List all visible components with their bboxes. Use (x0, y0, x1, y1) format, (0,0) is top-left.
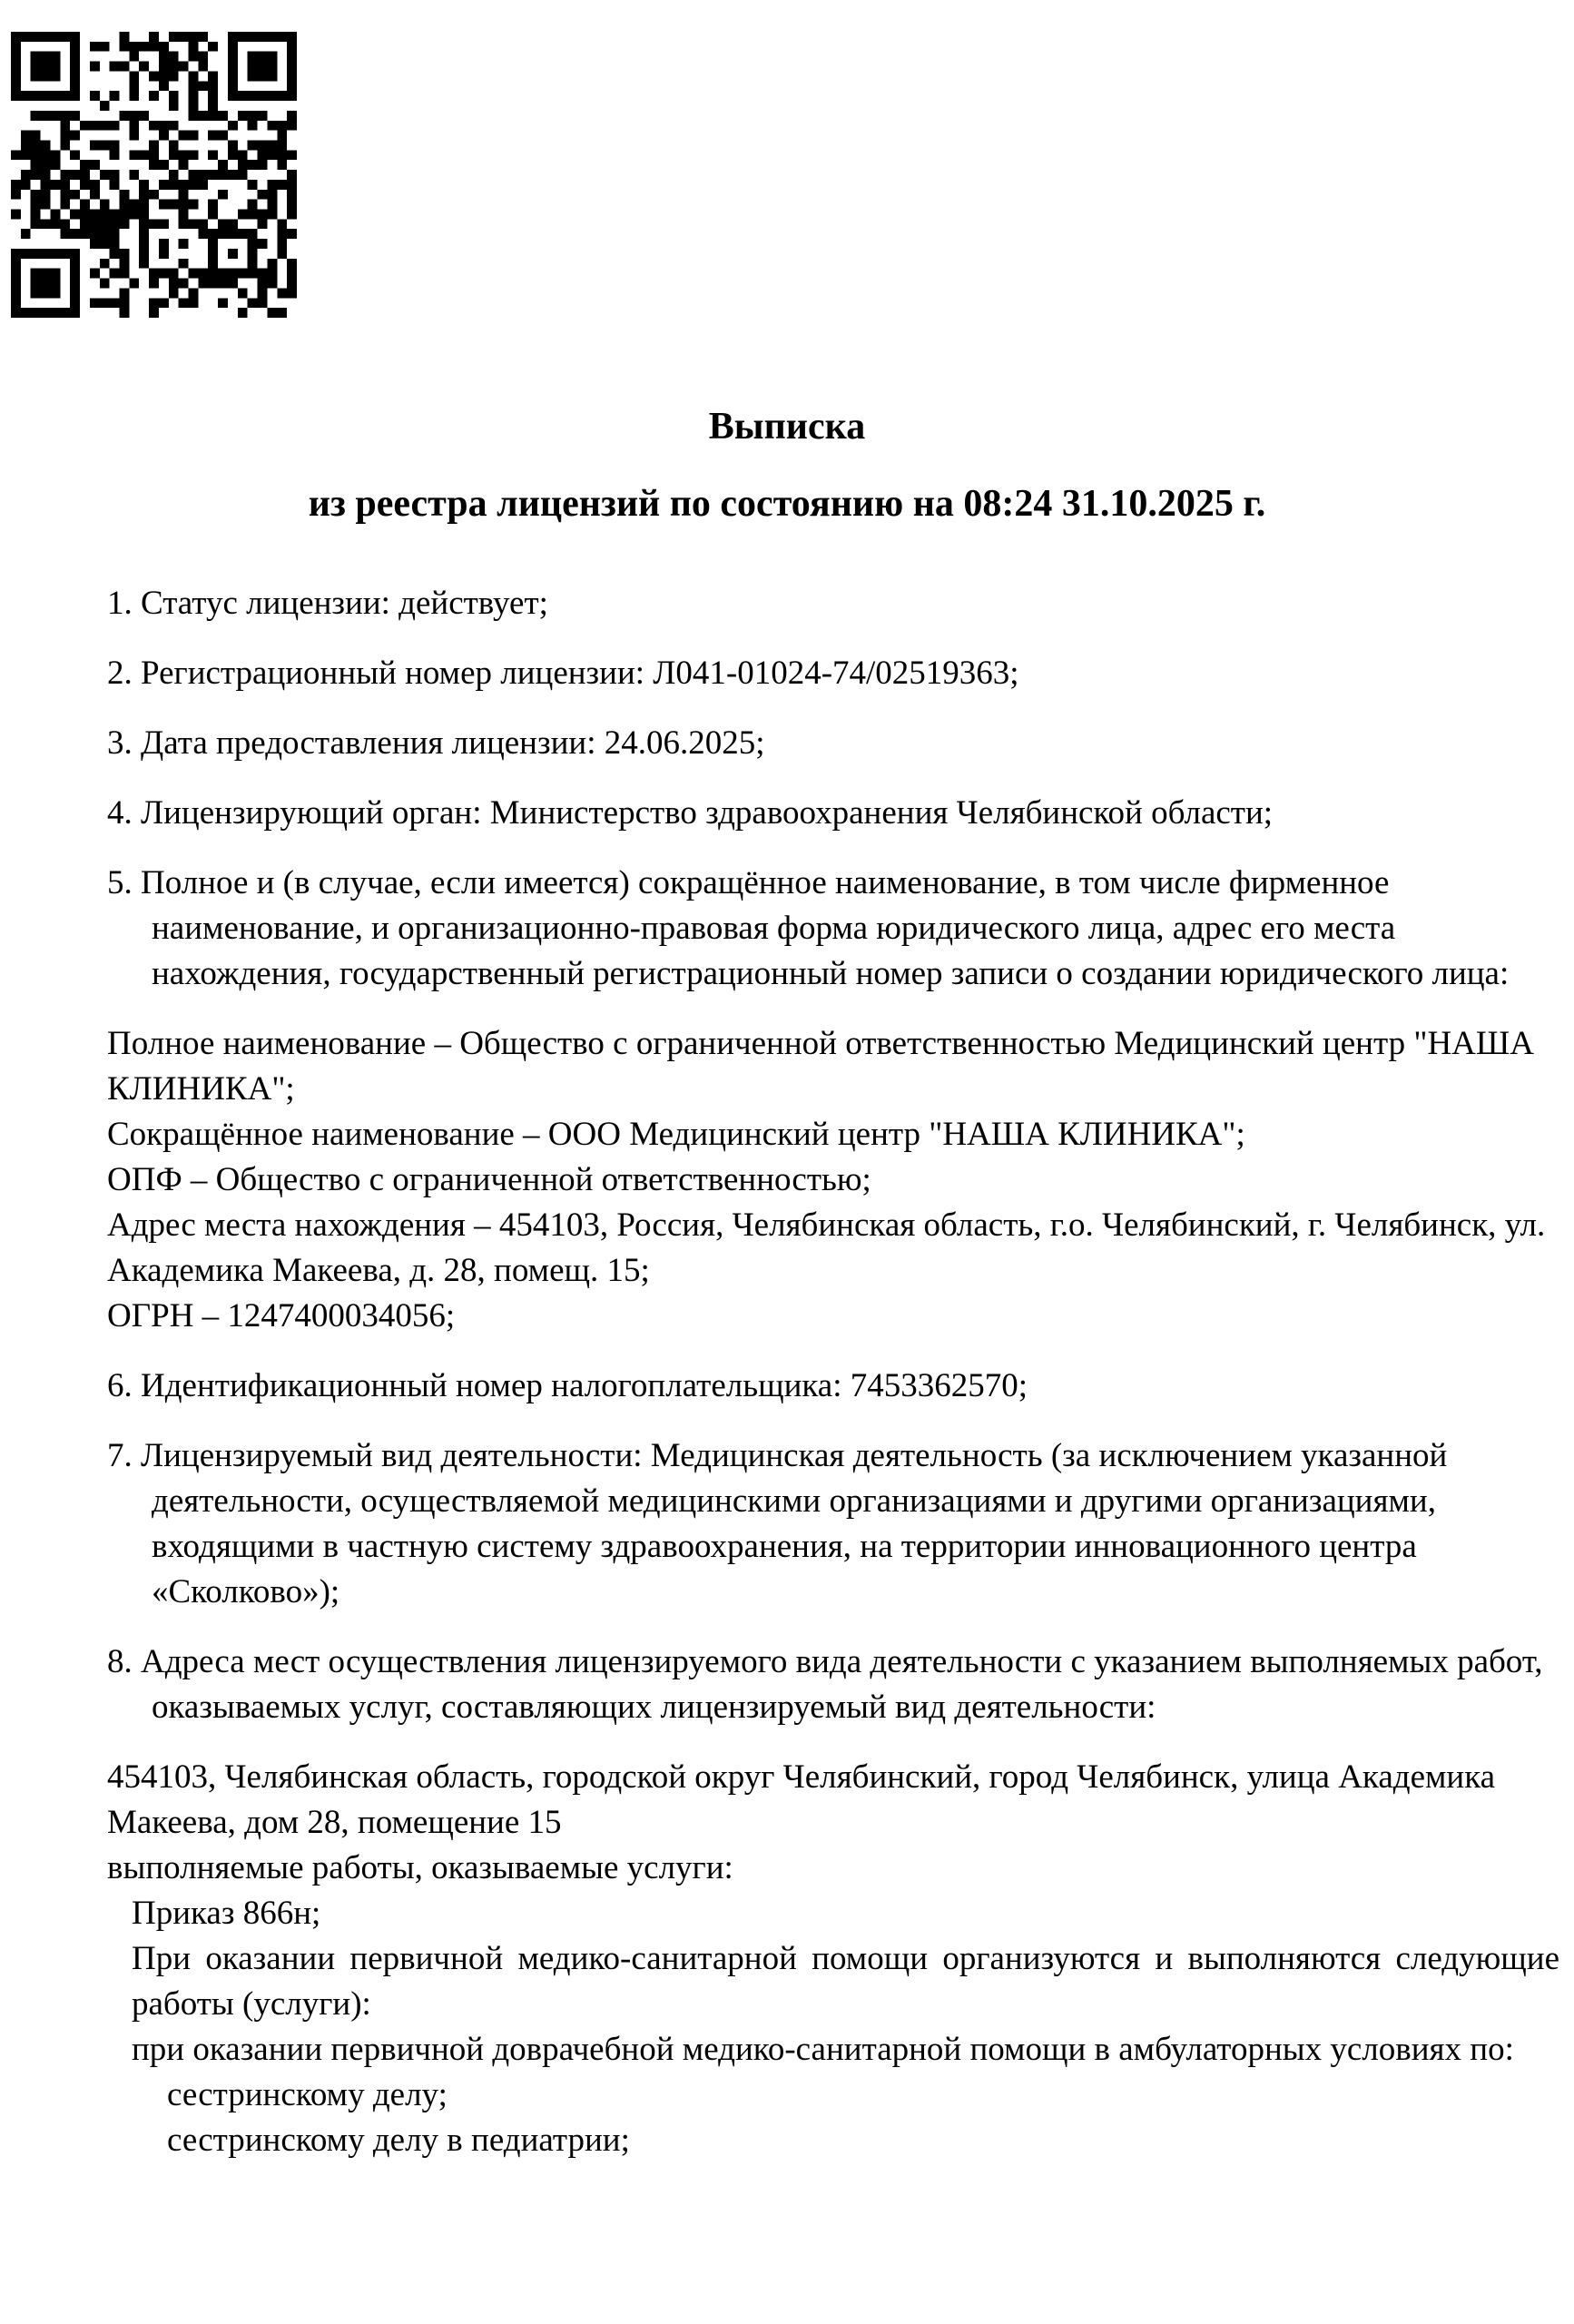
place-service-nursing: сестринскому делу; (167, 2076, 448, 2113)
place-prehospital-care: при оказании первичной доврачебной медико-санитарной помощи в амбулаторных условиях по: (132, 2031, 1514, 2068)
document-subtitle: из реестра лицензий по состоянию на 08:24 31.10.2025 г. (308, 483, 1266, 525)
org-legal-form: ОПФ – Общество с ограниченной ответственностью; (107, 1161, 871, 1198)
place-service-nursing-pediatrics: сестринскому делу в педиатрии; (167, 2122, 630, 2159)
activity-place (107, 1755, 1559, 2163)
qr-code-image (11, 32, 297, 318)
place-order: Приказ 866н; (132, 1895, 321, 1932)
item-activity-addresses: 8. Адреса мест осуществления лицензируемого вида деятельности с указанием выполняемых работ, оказываемых услуг, составляющих лицензируемый вид деятельности: (107, 1643, 1543, 1726)
place-primary-care: При оказании первичной медико-санитарной помощи организуются и выполняются следующие работы (услуги): (132, 1940, 1559, 2023)
item-issue-date: 3. Дата предоставления лицензии: 24.06.2025; (107, 724, 765, 762)
org-full-name: Полное наименование – Общество с ограниченной ответственностью Медицинский центр "НАША КЛИНИКА"; (107, 1025, 1534, 1108)
item-organization-heading: 5. Полное и (в случае, если имеется) сокращённое наименование, в том числе фирменное наименование, и организационно-правовая форма юридического лица, адрес его места нахождения, государственный регистрационный номер записи о создании юридического лица: (107, 864, 1510, 992)
place-works-label: выполняемые работы, оказываемые услуги: (107, 1849, 733, 1886)
org-short-name: Сокращённое наименование – ООО Медицинский центр "НАША КЛИНИКА"; (107, 1116, 1245, 1153)
item-license-status: 1. Статус лицензии: действует; (107, 585, 548, 622)
org-ogrn: ОГРН – 1247400034056; (107, 1297, 456, 1334)
document-body (107, 581, 1559, 2188)
document-title: Выписка (708, 406, 866, 448)
item-registration-number: 2. Регистрационный номер лицензии: Л041-01024-74/02519363; (107, 655, 1019, 692)
item-licensing-authority: 4. Лицензирующий орган: Министерство здравоохранения Челябинской области; (107, 794, 1274, 832)
item-inn: 6. Идентификационный номер налогоплательщика: 7453362570; (107, 1367, 1028, 1404)
place-address: 454103, Челябинская область, городской округ Челябинский, город Челябинск, улица Академика Макеева, дом 28, помещение 15 (107, 1758, 1496, 1841)
organization-details (107, 1021, 1559, 1339)
org-address: Адрес места нахождения – 454103, Россия, Челябинская область, г.о. Челябинский, г. Челябинск, ул. Академика Макеева, д. 28, помещ. 15; (107, 1206, 1546, 1289)
item-activity-type: 7. Лицензируемый вид деятельности: Медицинская деятельность (за исключением указанной деятельности, осуществляемой медицинскими организациями и другими организациями, входящими в частную систему здравоохранения, на территории инновационного центра «Сколково»); (107, 1437, 1448, 1610)
